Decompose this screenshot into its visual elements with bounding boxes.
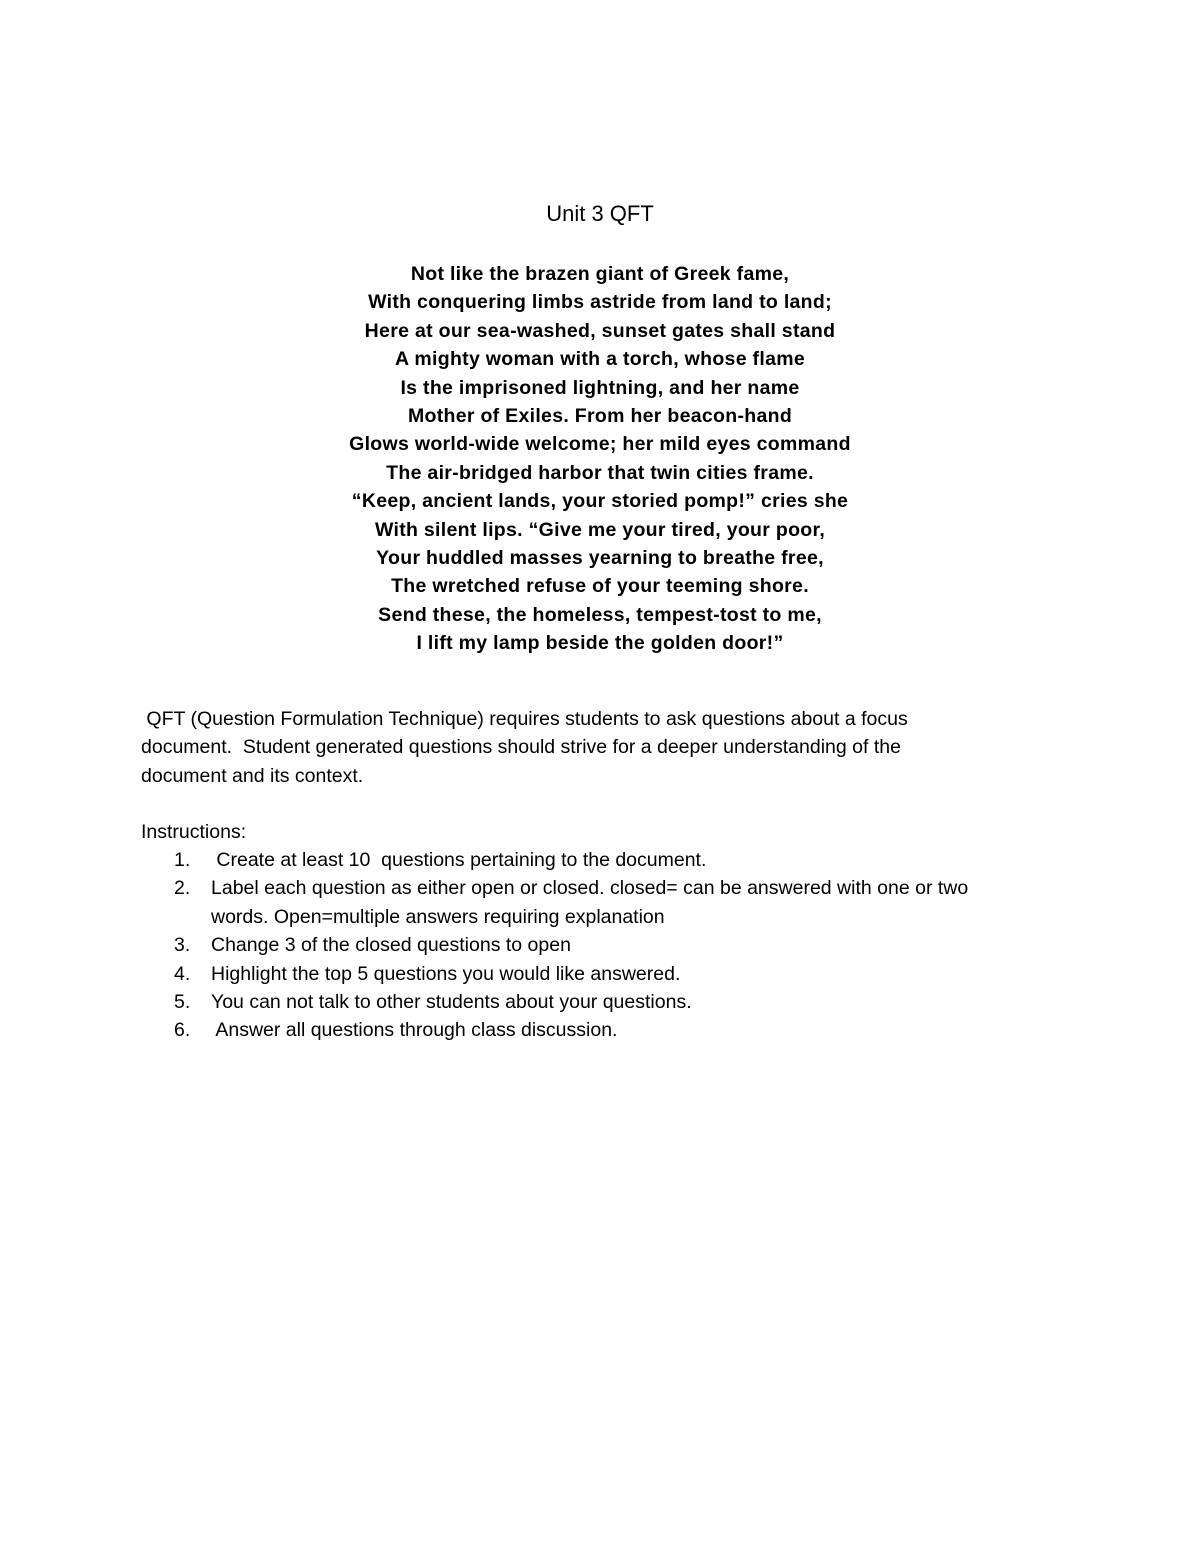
intro-line: document and its context. [141, 764, 364, 787]
poem-line: Your huddled masses yearning to breathe free, [376, 547, 824, 570]
intro-paragraph [141, 705, 1021, 790]
instruction-item [141, 988, 1071, 1016]
instruction-item [141, 960, 1071, 988]
instruction-number: 6. [174, 1019, 191, 1042]
instruction-number: 2. [174, 877, 191, 900]
poem-line: Mother of Exiles. From her beacon-hand [407, 405, 793, 428]
instruction-item [141, 874, 1071, 931]
document-title: Unit 3 QFT [546, 201, 654, 226]
poem-line: A mighty woman with a torch, whose flame [395, 348, 805, 371]
instruction-line: Change 3 of the closed questions to open [211, 934, 571, 957]
instruction-text [211, 988, 1071, 1016]
instruction-number: 4. [174, 962, 191, 985]
poem-line: With conquering limbs astride from land to land; [368, 291, 832, 314]
instruction-text [211, 846, 1071, 874]
instruction-number: 1. [174, 849, 191, 871]
instruction-number: 5. [174, 991, 191, 1014]
intro-line: document. Student generated questions should strive for a deeper understanding of the [141, 736, 901, 759]
poem-line: With silent lips. “Give me your tired, your poor, [374, 518, 826, 541]
instruction-line: Highlight the top 5 questions you would like answered. [211, 962, 681, 985]
poem-line: Here at our sea-washed, sunset gates shall stand [364, 319, 836, 342]
instruction-text [211, 874, 1071, 931]
poem-line: The air-bridged harbor that twin cities frame. [386, 461, 814, 484]
poem-line: I lift my lamp beside the golden door!” [416, 632, 784, 655]
instructions-list [141, 846, 1071, 1045]
instruction-text [211, 960, 1071, 988]
intro-line: QFT (Question Formulation Technique) requires students to ask questions about a focus [141, 708, 908, 730]
poem-line: Send these, the homeless, tempest-tost to me, [378, 603, 822, 626]
poem-line: Not like the brazen giant of Greek fame, [410, 263, 790, 285]
instruction-text [211, 1016, 1071, 1044]
instructions-heading: Instructions: [141, 821, 247, 843]
poem-line: Glows world-wide welcome; her mild eyes command [349, 433, 851, 456]
instruction-item [141, 1016, 1071, 1044]
instruction-line: words. Open=multiple answers requiring explanation [211, 905, 665, 928]
poem-line: Is the imprisoned lightning, and her name [400, 376, 800, 399]
instruction-line: Answer all questions through class discussion. [211, 1019, 618, 1042]
poem [0, 260, 1200, 658]
instruction-line: You can not talk to other students about your questions. [211, 991, 692, 1014]
instruction-text [211, 931, 1071, 959]
instruction-line: Label each question as either open or closed. closed= can be answered with one or two [211, 877, 969, 900]
instruction-item [141, 846, 1071, 874]
instruction-item [141, 931, 1071, 959]
poem-line: The wretched refuse of your teeming shore. [391, 575, 809, 598]
instruction-line: Create at least 10 questions pertaining to the document. [211, 849, 707, 871]
poem-line: “Keep, ancient lands, your storied pomp!” cries she [351, 490, 849, 513]
instruction-number: 3. [174, 934, 191, 957]
